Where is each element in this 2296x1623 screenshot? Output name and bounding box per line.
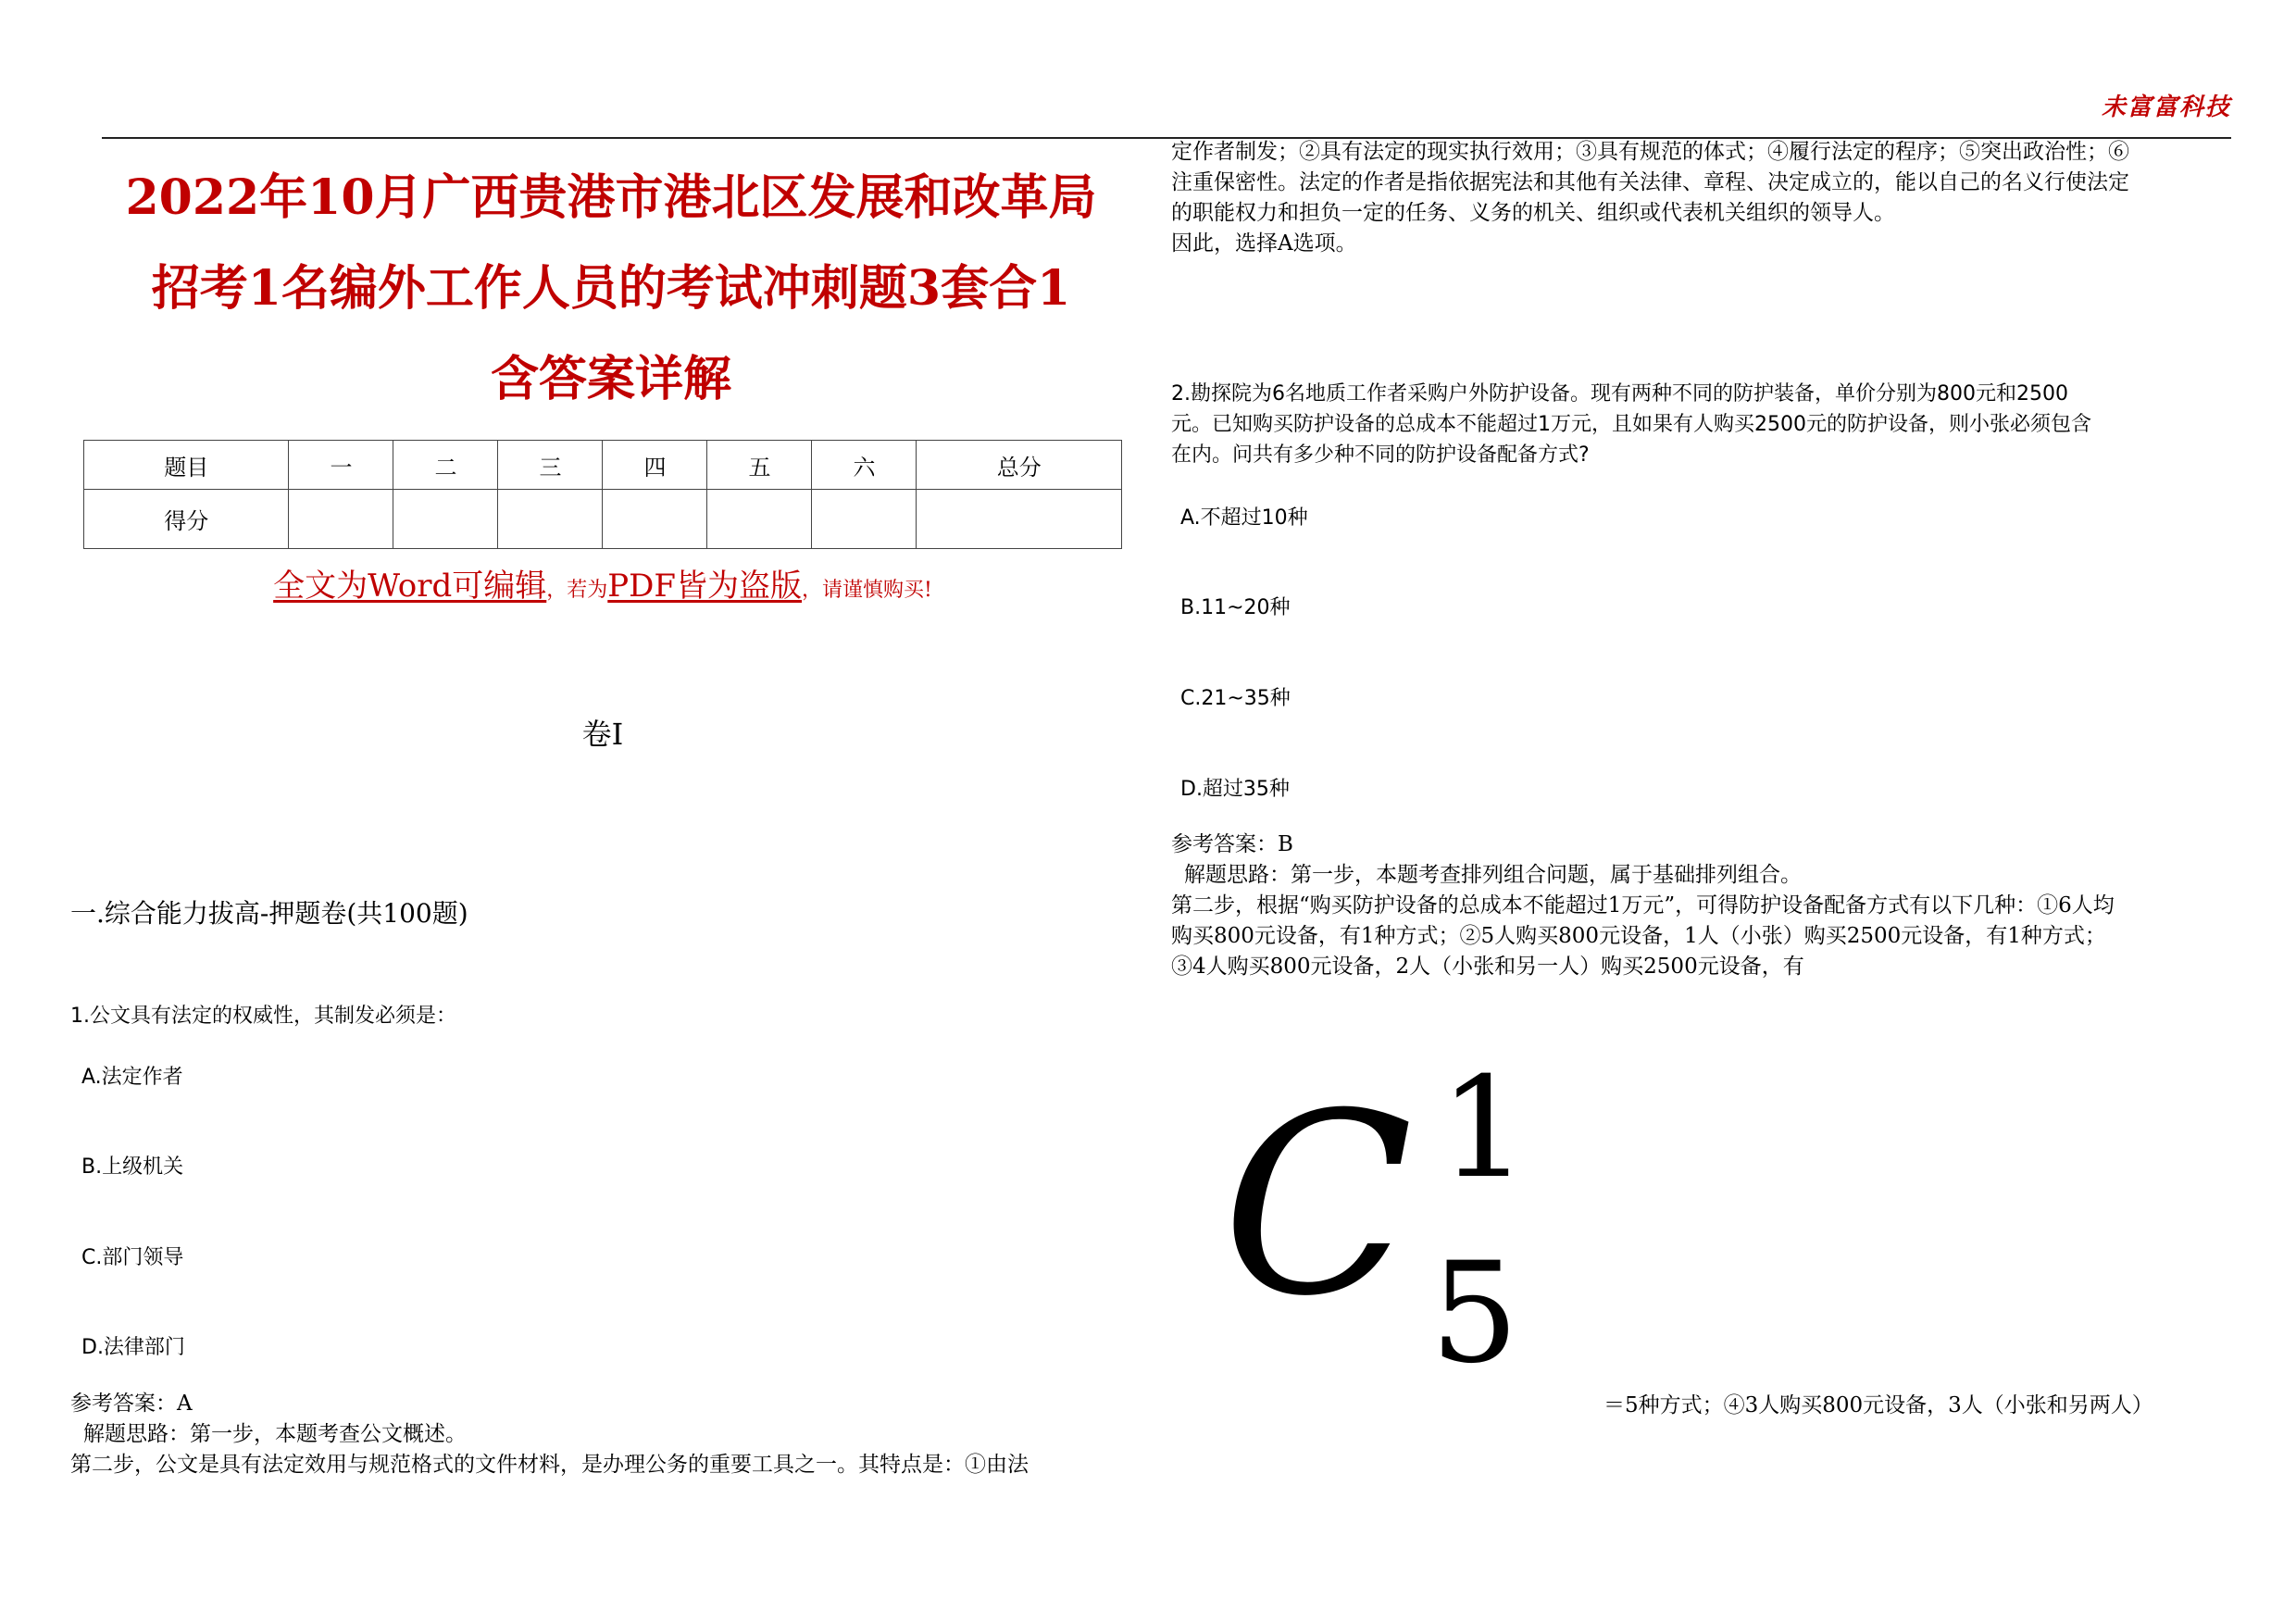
score-cell — [498, 490, 603, 549]
answer-explanation-line: 定作者制发；②具有法定的现实执行效用；③具有规范的体式；④履行法定的程序；⑤突出政治性；⑥ — [1171, 140, 2129, 164]
score-cell — [603, 490, 707, 549]
answer-explanation-line: 因此，选择A选项。 — [1171, 231, 1357, 256]
score-cell — [289, 490, 393, 549]
score-cell — [393, 490, 498, 549]
question-2-option-d: D.超过35种 — [1180, 778, 1290, 801]
question-2-stem — [1171, 379, 2091, 470]
score-table — [83, 440, 1122, 549]
section-heading: 一.综合能力拔高-押题卷(共100题) — [70, 898, 468, 929]
answer-explanation-line: 的职能权力和担负一定的任务、义务的机关、组织或代表机关组织的领导人。 — [1171, 201, 1895, 225]
answer-explanation-line: 第二步，公文是具有法定效用与规范格式的文件材料，是办理公务的重要工具之一。其特点是：①由法 — [70, 1453, 1029, 1477]
question-stem-line: 在内。问共有多少种不同的防护设备配备方式? — [1171, 443, 1590, 467]
score-row-label: 得分 — [84, 490, 289, 549]
question-2-option-b: B.11~20种 — [1180, 596, 1291, 619]
notice-word-editable: 全文为Word可编辑 — [273, 568, 547, 605]
question-stem-line: 元。已知购买防护设备的总成本不能超过1万元，且如果有人购买2500元的防护设备，则小张必须包含 — [1171, 413, 2091, 436]
question-2-answer — [1171, 830, 2115, 982]
answer-explanation-line: ③4人购买800元设备，2人（小张和另一人）购买2500元设备，有 — [1171, 955, 1804, 979]
score-header-cell: 二 — [393, 441, 498, 490]
score-header-cell: 总分 — [917, 441, 1122, 490]
score-header-cell: 一 — [289, 441, 393, 490]
notice-pdf-warning: PDF皆为盗版 — [607, 568, 803, 605]
title-line-1: 2022年10月广西贵港市港北区发展和改革局 — [125, 169, 1097, 226]
score-header-cell: 四 — [603, 441, 707, 490]
score-cell — [812, 490, 917, 549]
answer-label: 参考答案：A — [70, 1392, 193, 1416]
score-header-cell: 三 — [498, 441, 603, 490]
score-cell — [917, 490, 1122, 549]
question-2-option-a: A.不超过10种 — [1180, 506, 1308, 530]
score-header-cell: 五 — [707, 441, 812, 490]
score-cell — [707, 490, 812, 549]
answer-explanation-line: ＝5种方式；④3人购买800元设备，3人（小张和另两人） — [1603, 1393, 2153, 1417]
formula-superscript: 1 — [1440, 1048, 1529, 1209]
score-header-cell: 六 — [812, 441, 917, 490]
combination-formula — [1222, 1023, 1555, 1393]
document-title — [74, 153, 1148, 425]
brand-logo: 未富富科技 — [2101, 94, 2231, 121]
question-stem-line: 2.勘探院为6名地质工作者采购户外防护设备。现有两种不同的防护装备，单价分别为800元和2500 — [1171, 382, 2068, 406]
notice-text: ，若为 — [546, 579, 608, 602]
question-1-stem: 1.公文具有法定的权威性，其制发必须是： — [70, 1005, 456, 1028]
question-1-option-b: B.上级机关 — [81, 1155, 184, 1179]
formula-subscript: 5 — [1430, 1233, 1519, 1393]
answer-explanation-line: 解题思路：第一步，本题考查公文概述。 — [83, 1422, 467, 1446]
score-header-cell: 题目 — [84, 441, 289, 490]
answer-explanation-line: 解题思路：第一步，本题考查排列组合问题，属于基础排列组合。 — [1184, 863, 1802, 887]
copyright-notice — [83, 560, 1122, 606]
answer-explanation-line: 第二步，根据“购买防护设备的总成本不能超过1万元”，可得防护设备配备方式有以下几种：①6人均 — [1171, 893, 2115, 918]
title-line-2: 招考1名编外工作人员的考试冲刺题3套合1 — [151, 260, 1071, 317]
formula-base: C — [1222, 1059, 1414, 1351]
question-1-option-a: A.法定作者 — [81, 1066, 183, 1089]
answer-explanation-line: 注重保密性。法定的作者是指依据宪法和其他有关法律、章程、决定成立的，能以自己的名义行使法定 — [1171, 170, 2129, 194]
title-line-3: 含答案详解 — [490, 351, 731, 407]
question-2-after-formula — [1603, 1391, 2153, 1421]
answer-explanation-line: 购买800元设备，有1种方式；②5人购买800元设备，1人（小张）购买2500元设备，有1种方式； — [1171, 924, 2106, 948]
volume-heading: 卷I — [581, 717, 624, 752]
notice-text: ，请谨慎购买! — [802, 579, 932, 602]
question-1-option-d: D.法律部门 — [81, 1336, 185, 1359]
score-table-header-row — [84, 441, 1122, 490]
question-1-explanation-continued — [1171, 137, 2129, 259]
question-2-option-c: C.21~35种 — [1180, 687, 1291, 710]
question-1-option-c: C.部门领导 — [81, 1246, 184, 1269]
score-table-score-row — [84, 490, 1122, 549]
question-1-answer — [70, 1389, 1029, 1480]
answer-label: 参考答案：B — [1171, 832, 1293, 856]
